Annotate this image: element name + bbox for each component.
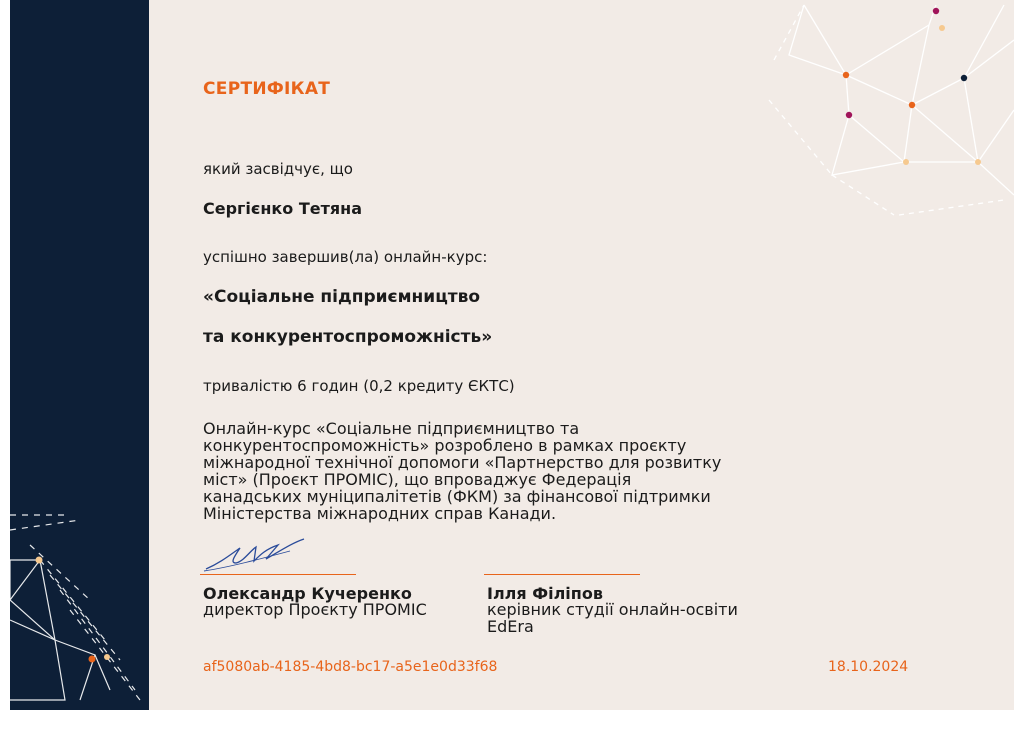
signature-line-2 [484,574,640,575]
course-description [203,420,803,522]
signatory-name-1: Олександр Кучеренко [203,584,412,603]
description-line: Міністерства міжнародних справ Канади. [203,504,557,523]
course-title-line-1: «Соціальне підприємництво [203,287,481,307]
handwritten-signature [200,533,310,575]
description-line: конкурентоспроможність» розроблено в рамках проєкту [203,436,687,455]
certificate-date: 18.10.2024 [828,659,909,675]
sidebar-panel [10,0,149,710]
recipient-name: Сергієнко Тетяна [203,199,363,218]
course-title-line-2: та конкурентоспроможність» [203,327,493,347]
certificate-page [10,0,1014,710]
signatory-role-line: EdEra [487,617,534,636]
certificate-id: af5080ab-4185-4bd8-bc17-a5e1e0d33f68 [203,659,498,675]
signatory-name-2: Ілля Філіпов [487,584,603,603]
certificate-title: СЕРТИФІКАТ [203,79,331,99]
description-line: міжнародної технічної допомоги «Партнерство для розвитку [203,453,722,472]
description-line: Онлайн-курс «Соціальне підприємництво та [203,419,580,438]
intro-text: який засвідчує, що [203,160,353,178]
network-decoration [764,0,1014,220]
signatory-role-line: директор Проєкту ПРОМІС [203,600,427,619]
course-duration: тривалістю 6 годин (0,2 кредиту ЄКТС) [203,377,515,395]
description-line: канадських муніципалітетів (ФКМ) за фінансової підтримки [203,487,711,506]
signatory-role-line: керівник студії онлайн-освіти [487,600,738,619]
sidebar-network-decoration [10,0,149,710]
description-line: міст» (Проєкт ПРОМІС), що впроваджує Федерація [203,470,632,489]
signatory-role-2 [487,601,738,635]
signatory-role-1 [203,601,427,618]
signature-line-1 [200,574,356,575]
completed-text: успішно завершив(ла) онлайн-курс: [203,248,488,266]
